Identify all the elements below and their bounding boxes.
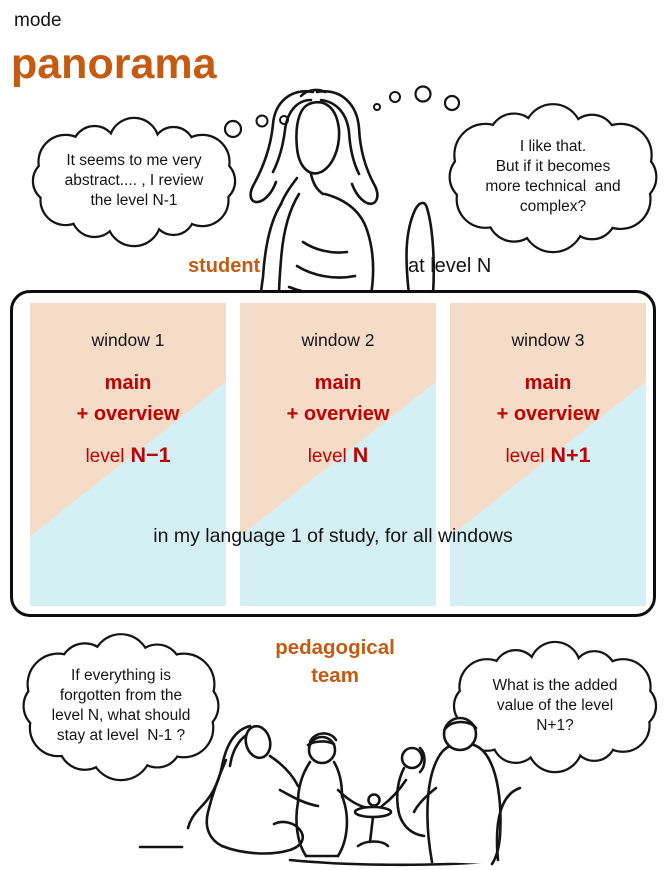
window-title: window 2 bbox=[301, 330, 375, 350]
pedagogical-team-label: pedagogical team bbox=[275, 636, 395, 687]
level-prefix: level bbox=[307, 446, 347, 467]
bubble-text: I like that. But if it becomes more technical and complex? bbox=[485, 137, 621, 216]
thought-bubble-team-right bbox=[449, 640, 661, 772]
window-main-overview: main + overview bbox=[76, 372, 180, 425]
window-level bbox=[240, 443, 436, 468]
window-panel-2 bbox=[240, 303, 436, 606]
thought-bubble-student-right bbox=[444, 102, 662, 252]
window-panel-3 bbox=[450, 303, 646, 606]
window-level bbox=[30, 443, 226, 468]
level-value: N−1 bbox=[130, 443, 171, 467]
bubble-text: If everything is forgotten from the level N, what should stay at level N-1 ? bbox=[51, 666, 191, 745]
page-title: panorama bbox=[11, 40, 217, 88]
level-value: N bbox=[352, 443, 369, 467]
window-title: window 1 bbox=[91, 330, 165, 350]
level-prefix: level bbox=[85, 446, 125, 467]
bubble-text: It seems to me very abstract.... , I review the level N-1 bbox=[64, 151, 204, 210]
level-prefix: level bbox=[505, 446, 545, 467]
window-panel-1 bbox=[30, 303, 226, 606]
windows-panel-box bbox=[10, 290, 656, 617]
student-label: student bbox=[188, 255, 261, 277]
thought-bubble-team-left bbox=[18, 632, 224, 780]
level-value: N+1 bbox=[550, 443, 591, 467]
window-title: window 3 bbox=[511, 330, 585, 350]
at-level-label: at level N bbox=[408, 255, 492, 277]
mode-label: mode bbox=[14, 10, 62, 31]
bubble-text: What is the added value of the level N+1? bbox=[492, 676, 618, 735]
window-main-overview: main + overview bbox=[286, 372, 390, 425]
thought-bubble-student-left bbox=[28, 116, 240, 246]
windows-caption: in my language 1 of study, for all windows bbox=[153, 525, 513, 547]
window-main-overview: main + overview bbox=[496, 372, 600, 425]
window-level bbox=[450, 443, 646, 468]
